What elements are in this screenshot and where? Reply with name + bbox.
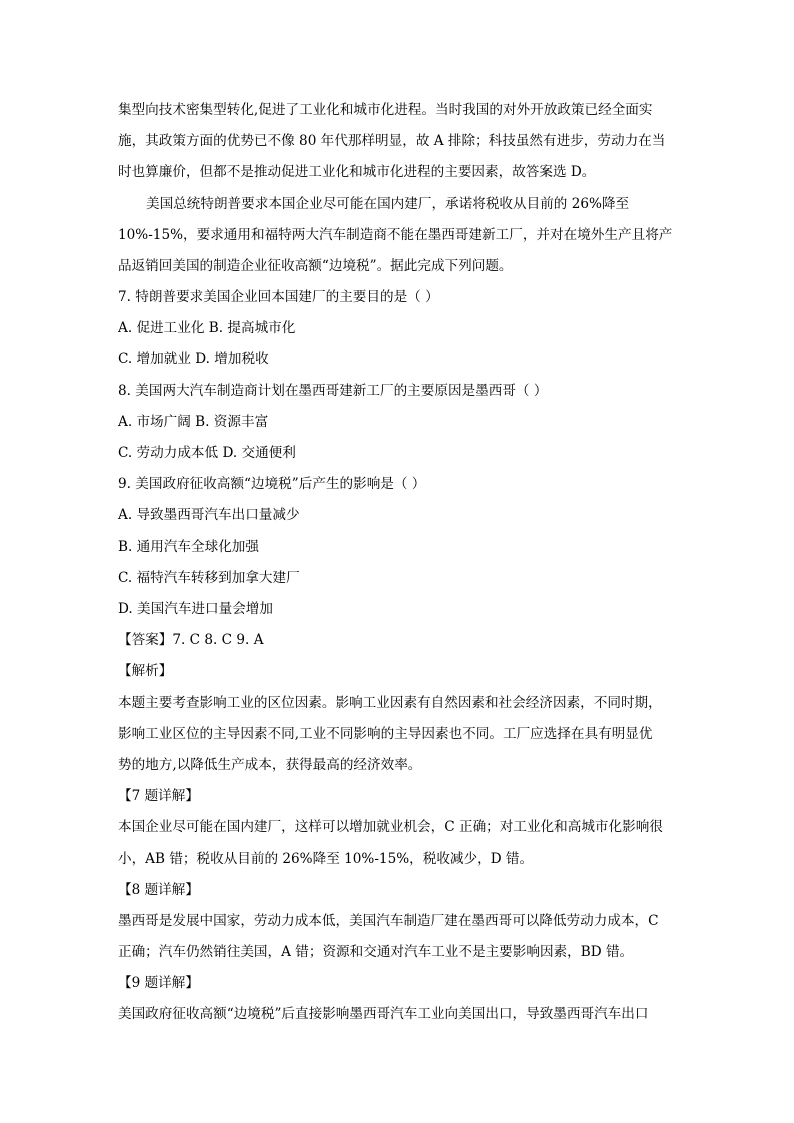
text-line: 时也算廉价，但都不是推动促进工业化和城市化进程的主要因素，故答案选 D。 [118,164,596,180]
text-line: 势的地方,以降低生产成本，获得最高的经济效率。 [118,757,422,773]
text-line: 正确；汽车仍然销往美国，A 错；资源和交通对汽车工业不是主要影响因素，BD 错。 [118,944,634,960]
question-7-options-ab: A. 促进工业化 B. 提高城市化 [118,320,296,336]
question-8-options-cd: C. 劳动力成本低 D. 交通便利 [118,445,296,461]
question-9-option-d: D. 美国汽车进口量会增加 [118,601,273,617]
text-line: 美国政府征收高额“边境税”后直接影响墨西哥汽车工业向美国出口，导致墨西哥汽车出口 [118,1006,649,1022]
question-9-option-a: A. 导致墨西哥汽车出口量减少 [118,507,300,523]
text-line: 10%-15%，要求通用和福特两大汽车制造商不能在墨西哥建新工厂，并对在境外生产且将产 [118,227,673,243]
passage-intro: 美国总统特朗普要求本国企业尽可能在国内建厂，承诺将税收从目前的 26%降至 [146,196,630,212]
text-line: 集型向技术密集型转化,促进了工业化和城市化进程。当时我国的对外开放政策已经全面实 [118,102,653,118]
q7-detail-heading: 【7 题详解】 [118,788,199,804]
question-8: 8. 美国两大汽车制造商计划在墨西哥建新工厂的主要原因是墨西哥（ ） [118,383,548,399]
text-line: 小，AB 错；税收从目前的 26%降至 10%-15%，税收减少，D 错。 [118,851,534,867]
question-7-options-cd: C. 增加就业 D. 增加税收 [118,351,269,367]
analysis-heading: 【解析】 [118,663,173,679]
text-line: 影响工业区位的主导因素不同,工业不同影响的主导因素也不同。工厂应选择在具有明显优 [118,726,653,742]
text-line: 施，其政策方面的优势已不像 80 年代那样明显，故 A 排除；科技虽然有进步，劳动力在当 [118,133,666,149]
q8-detail-heading: 【8 题详解】 [118,882,199,898]
text-line: 本国企业尽可能在国内建厂，这样可以增加就业机会，C 正确；对工业化和高城市化影响很 [118,819,663,835]
question-8-options-ab: A. 市场广阔 B. 资源丰富 [118,414,269,430]
question-9-option-b: B. 通用汽车全球化加强 [118,539,259,555]
question-9-option-c: C. 福特汽车转移到加拿大建厂 [118,570,300,586]
question-7: 7. 特朗普要求美国企业回本国建厂的主要目的是（ ） [118,289,439,305]
answer-line: 【答案】7. C 8. C 9. A [118,632,264,648]
text-line: 墨西哥是发展中国家，劳动力成本低，美国汽车制造厂建在墨西哥可以降低劳动力成本，C [118,913,659,929]
text-line: 本题主要考查影响工业的区位因素。影响工业因素有自然因素和社会经济因素，不同时期， [118,695,662,711]
question-9: 9. 美国政府征收高额“边境税”后产生的影响是（ ） [118,476,426,492]
q9-detail-heading: 【9 题详解】 [118,975,199,991]
text-line: 品返销回美国的制造企业征收高额“边境税”。据此完成下列问题。 [118,258,513,274]
